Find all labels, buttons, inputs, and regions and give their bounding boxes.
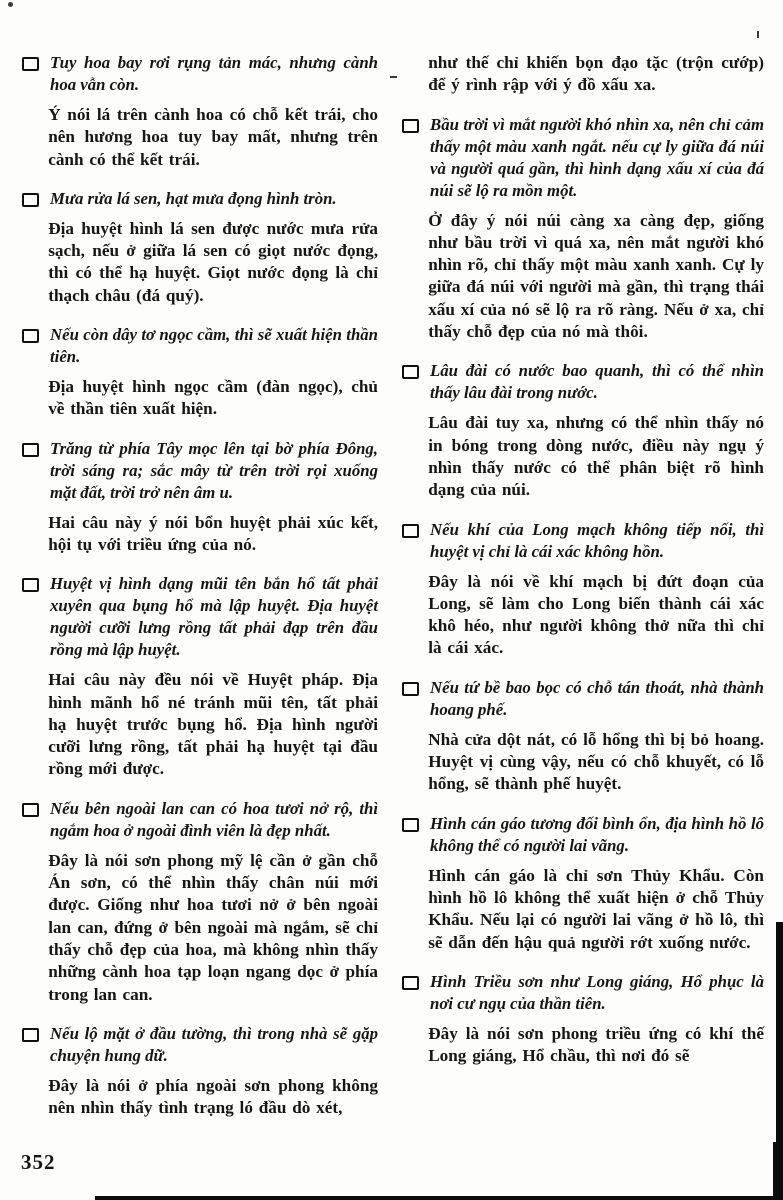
entry-heading: Nếu khí của Long mạch không tiếp nối, thì huyệt vị chỉ là cái xác không hồn. [430,519,764,561]
entry-heading: Hình Triều sơn như Long giáng, Hổ phục là nơi cư ngụ của thần tiên. [430,971,764,1013]
entry-heading: Bầu trời vì mắt người khó nhìn xa, nên chỉ cảm thấy một màu xanh ngắt. nếu cự ly giữa đá núi và người quá gần, thì hình dạng xấu xí của đá núi sẽ lộ ra mồn một. [430,114,764,200]
entry [22,52,378,171]
entry [402,114,764,344]
left-column [22,52,378,1136]
entry-explanation: Đây là nói sơn phong mỹ lệ cần ở gần chỗ Án sơn, có thể nhìn thấy chân núi mới được. Giống như hoa tươi nở ở bên ngoài lan can, đứng ở bên ngoài mà ngắm, sẽ chỉ thấy chỗ đẹp của hoa, mà không nhìn thấy những cành hoa tạp loạn ngang dọc ở phía trong lan can. [48,850,378,1004]
entry-head [402,813,764,857]
entry-heading: Hình cán gáo tương đối bình ổn, địa hình hồ lô không thể có người lai vãng. [430,813,764,855]
scan-artifact-bottom-bar [95,1196,783,1200]
checkbox-icon [22,1028,39,1042]
entry-explanation: Ý nói lá trên cành hoa có chỗ kết trái, cho nên hương hoa tuy bay mất, nhưng trên cành có thể kết trái. [48,105,378,169]
entry-heading: Nếu bên ngoài lan can có hoa tươi nở rộ, thì ngắm hoa ở ngoài đình viên là đẹp nhất. [50,798,378,840]
scan-speck [390,76,397,78]
entry-heading: Huyệt vị hình dạng mũi tên bắn hổ tất phải xuyên qua bụng hổ mà lập huyệt. Địa huyệt người cưỡi lưng rồng tất phải đạp trên đầu rồng mà lập huyệt. [50,574,378,660]
entry-head [22,798,378,842]
entry-head [402,360,764,404]
entry-head [22,438,378,504]
entry-explanation: Nhà cửa dột nát, có lỗ hổng thì bị bỏ hoang. Huyệt vị cùng vậy, nếu có chỗ khuyết, có lỗ hổng, sẽ thành phế huyệt. [428,729,764,794]
checkbox-icon [22,803,39,817]
entry [402,519,764,660]
entry-explanation: Đây là nói về khí mạch bị đứt đoạn của Long, sẽ làm cho Long biến thành cái xác khô héo, như người không thở nữa thì chỉ là cái xác. [428,571,764,658]
entry-heading: Trăng từ phía Tây mọc lên tại bờ phía Đông, trời sáng ra; sắc mây từ trên trời rọi xuống mặt đất, trời trở nên âm u. [50,438,378,502]
entry-explanation: Đây là nói ở phía ngoài sơn phong không nên nhìn thấy tình trạng ló đầu dò xét, [48,1075,378,1118]
checkbox-icon [22,443,39,457]
checkbox-icon [402,524,419,538]
entry-heading: Mưa rửa lá sen, hạt mưa đọng hình tròn. [50,188,337,208]
entry-explanation: Ở đây ý nói núi càng xa càng đẹp, giống như bầu trời vì quá xa, nên mắt người khó nhìn rõ, chỉ thấy một màu xanh xanh. Cự ly giữa đá núi với người mà gần, thì trạng thái xấu xí của nó sẽ lộ ra rõ ràng. Nếu ở xa, chỉ thấy chỗ đẹp của nó mà thôi. [428,210,764,342]
entry [402,813,764,954]
entry-explanation: Địa huyệt hình lá sen được nước mưa rửa sạch, nếu ở giữa lá sen có giọt nước đọng, thì có thể hạ huyệt. Giọt nước đọng là chỉ thạch châu (đá quý). [48,218,378,305]
entry-heading: Lâu đài có nước bao quanh, thì có thể nhìn thấy lâu đài trong nước. [430,361,764,403]
checkbox-icon [402,818,419,832]
entry-explanation: Lâu đài tuy xa, nhưng có thể nhìn thấy nó in bóng trong dòng nước, điều này ngụ ý nhìn thấy nước có thể phân biệt rõ hình dạng của núi. [428,413,764,500]
entry-head [22,324,378,368]
entry-heading: Nếu lộ mặt ở đầu tường, thì trong nhà sẽ gặp chuyện hung dữ. [50,1023,378,1065]
checkbox-icon [402,976,419,990]
entry-head [402,114,764,202]
entry-heading: Nếu tứ bề bao bọc có chỗ tán thoát, nhà thành hoang phế. [430,677,764,719]
entry-head [402,519,764,563]
entry [22,188,378,307]
checkbox-icon [22,57,39,71]
entry-head [402,971,764,1015]
entry [22,324,378,421]
entry-head [22,188,378,210]
checkbox-icon [402,682,419,696]
entry-explanation: Địa huyệt hình ngọc cầm (đàn ngọc), chủ về thần tiên xuất hiện. [48,377,378,419]
entry [22,798,378,1006]
entry-head [22,573,378,661]
entry-heading: Nếu còn dây tơ ngọc cầm, thì sẽ xuất hiện thần tiên. [50,325,378,367]
entry-explanation: Đây là nói sơn phong triều ứng có khí thế Long giáng, Hổ chầu, thì nơi đó sẽ [428,1023,764,1066]
checkbox-icon [22,578,39,592]
entry-heading: Tuy hoa bay rơi rụng tản mác, nhưng cành hoa vẫn còn. [50,53,378,94]
entry [402,677,764,796]
checkbox-icon [22,193,39,207]
entry [402,971,764,1068]
entry-head [402,677,764,721]
scan-artifact-right-bar-bottom [773,1142,783,1200]
entry-explanation: Hai câu này ý nói bổn huyệt phải xúc kết, hội tụ với triều ứng của nó. [48,512,378,554]
checkbox-icon [402,119,419,133]
checkbox-icon [402,365,419,379]
entry-head [22,52,378,96]
entry-head [22,1023,378,1067]
checkbox-icon [22,329,39,343]
continuation-paragraph: như thế chỉ khiến bọn đạo tặc (trộn cướp) để ý rình rập với ý đồ xấu xa. [428,53,764,95]
entry [22,573,378,780]
page-number: 352 [21,1150,56,1174]
entry [22,1023,378,1120]
right-column [402,52,764,1084]
scan-speck [757,31,759,38]
entry-explanation: Hai câu này đều nói về Huyệt pháp. Địa hình mãnh hổ né tránh mũi tên, tất phải hạ huyệt trước bụng hổ. Địa hình người cưỡi lưng rồng, tất phải hạ huyệt tại đầu rồng mới được. [48,670,378,779]
entry [402,360,764,501]
entry [22,438,378,557]
entry-explanation: Hình cán gáo là chỉ sơn Thủy Khẩu. Còn hình hồ lô không thể xuất hiện ở chỗ Thủy Khẩu. Nếu lại có người lai vãng ở hồ lô, thì sẽ dẫn đến hậu quả người rớt xuống nước. [428,865,764,952]
scan-speck [8,2,13,7]
